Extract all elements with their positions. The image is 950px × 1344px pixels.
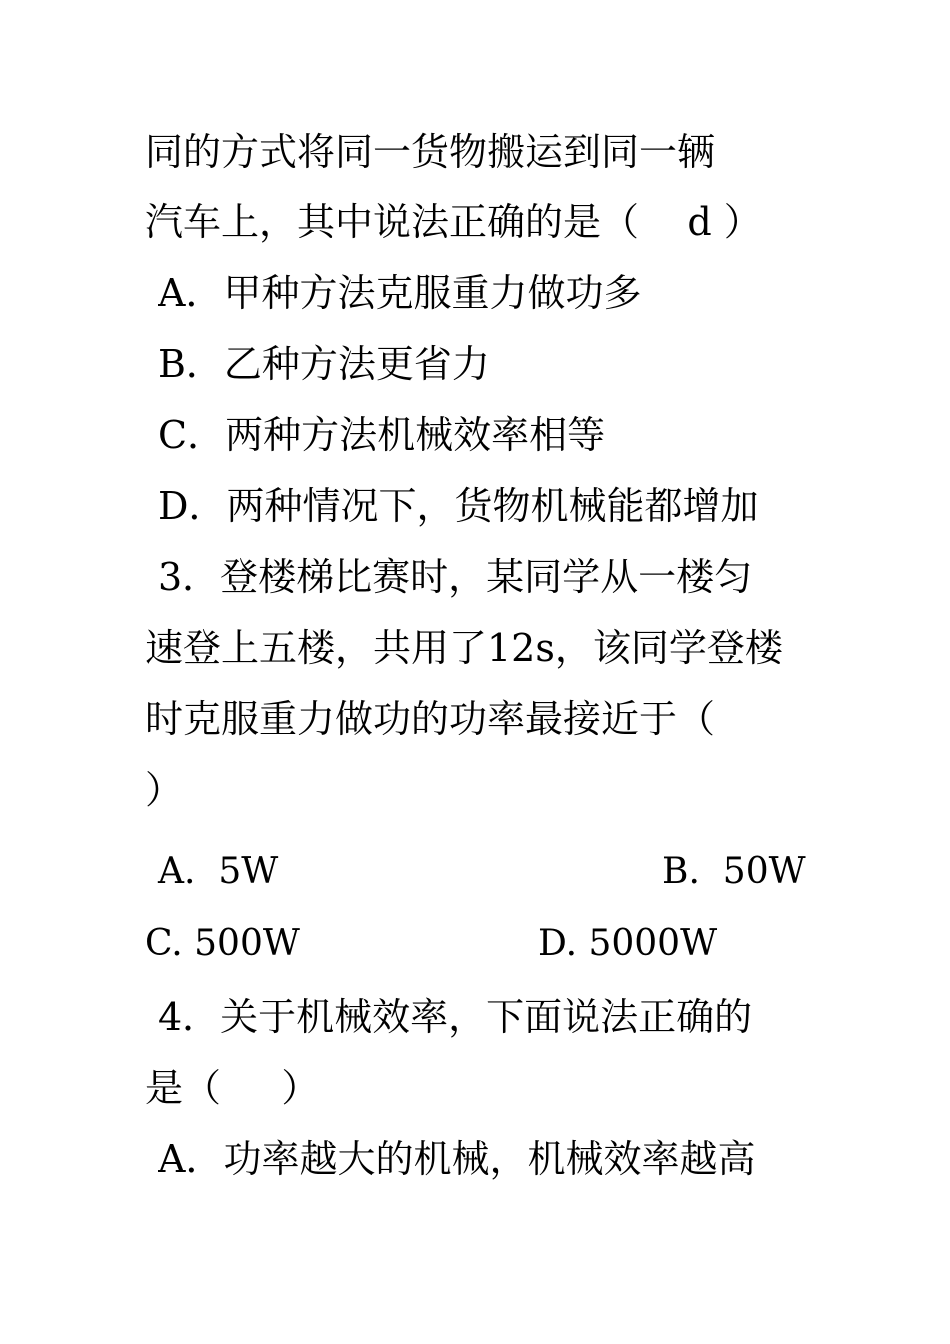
q2-option-b: B．乙种方法更省力	[158, 342, 490, 386]
q3-option-b: B. 50W	[662, 851, 806, 892]
q2-stem-line-2: 汽车上，其中说法正确的是（ d ）	[145, 200, 762, 244]
q2-option-a: A．甲种方法克服重力做功多	[158, 271, 642, 315]
q3-stem-line-3: 时克服重力做功的功率最接近于（	[145, 697, 716, 741]
q3-option-d: D. 5000W	[538, 923, 718, 964]
q4-option-a: A．功率越大的机械，机械效率越高	[158, 1137, 756, 1181]
q2-option-d: D．两种情况下，货物机械能都增加	[158, 484, 759, 528]
q3-stem-line-2: 速登上五楼，共用了12s，该同学登楼	[145, 626, 783, 670]
q2-option-c: C．两种方法机械效率相等	[158, 413, 606, 457]
q3-option-a: A. 5W	[158, 851, 279, 892]
q3-option-c: C. 500W	[145, 923, 300, 964]
q3-stem-line-4: ）	[145, 768, 184, 812]
q4-stem-line-1: 4．关于机械效率，下面说法正确的	[158, 995, 753, 1039]
q4-stem-line-2: 是（ ）	[145, 1066, 320, 1110]
q2-stem-line-1: 同的方式将同一货物搬运到同一辆	[145, 130, 716, 174]
q3-stem-line-1: 3．登楼梯比赛时，某同学从一楼匀	[158, 555, 753, 599]
